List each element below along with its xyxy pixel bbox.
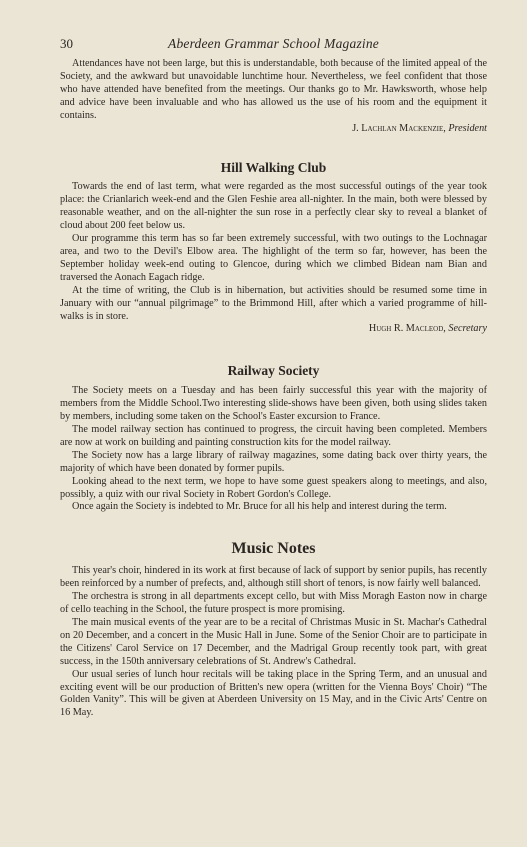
running-title: Aberdeen Grammar School Magazine xyxy=(168,36,379,51)
intro-paragraph: Attendances have not been large, but this is understandable, both because of the limited appeal of the Society, and the awkward but unavoidable lunchtime hour. Nevertheless, we feel confident that those who have attended have benefited from the meetings. Our thanks go to Mr. Hawksworth, whose help and advice have been invaluable and who has allowed us the use of his room and the equipment it contains. xyxy=(60,58,487,121)
railway-paragraph: The model railway section has continued to progress, the circuit having been completed. Members are now at work on building and painting construction kits for the model railway. xyxy=(60,424,487,448)
railway-paragraph: The Society meets on a Tuesday and has been fairly successful this year with the majority of members from the Middle School.Two interesting slide-shows have been given, both using slides taken by members, including some taken on the School's Easter excursion to France. xyxy=(60,385,487,423)
hill-walking-signature xyxy=(60,323,487,336)
hill-walking-paragraph: Towards the end of last term, what were regarded as the most successful outings of the year took place: the Crianlarich week-end and the Glen Feshie area all-nighter. In the main, both were blessed by reasonable weather, and on the all-nighter the sun rose in a perfectly clear sky to reveal a blanket of cloud about 200 feet below us. xyxy=(60,181,487,232)
music-paragraph: Our usual series of lunch hour recitals will be taking place in the Spring Term, and an unusual and exciting event will be our production of Britten's new opera (written for the Vienna Boys' Choir) “The Golden Vanity”. This will be given at Aberdeen University on 15 May, and in the Civic Arts' Centre on 16 May. xyxy=(60,668,487,719)
signature-name: Hugh R. Macleod, xyxy=(368,323,446,335)
intro-signature xyxy=(60,123,487,136)
section-title-hill-walking: Hill Walking Club xyxy=(220,160,327,176)
section-title-music: Music Notes xyxy=(231,540,316,558)
music-section xyxy=(60,539,487,720)
railway-section xyxy=(60,363,487,514)
signature-role: Secretary xyxy=(448,323,487,335)
music-paragraph: The orchestra is strong in all departments except cello, but with Miss Moragh Easton now in charge of cello teaching in the School, the future prospect is more promising. xyxy=(60,591,487,616)
page-header xyxy=(60,36,487,52)
signature-name: J. Lachlan Mackenzie, xyxy=(352,122,446,134)
railway-paragraph: Once again the Society is indebted to Mr. Bruce for all his help and interest during the term. xyxy=(72,501,447,513)
signature-role: President xyxy=(448,122,487,134)
hill-walking-paragraph: At the time of writing, the Club is in hibernation, but activities should be resumed some time in January with our “annual pilgrimage” to the Brimmond Hill, after which a varied programme of hill-walks is in store. xyxy=(60,284,487,322)
section-title-railway: Railway Society xyxy=(227,363,320,379)
music-paragraph: This year's choir, hindered in its work at first because of lack of support by senior pupils, has recently been reinforced by a number of prefects, and, although still short of tenors, is now fairly well balanced. xyxy=(60,565,487,590)
intro-section xyxy=(60,58,487,135)
hill-walking-section xyxy=(60,160,487,336)
railway-paragraph: The Society now has a large library of railway magazines, some dating back over thirty years, the majority of which have been donated by former pupils. xyxy=(60,449,487,474)
page-number: 30 xyxy=(60,36,73,51)
hill-walking-paragraph: Our programme this term has so far been extremely successful, with two outings to the Lochnagar area, and two to the Devil's Elbow area. The highlight of the term so far, however, has been the September holiday week-end outing to Glencoe, during which we climbed Bidean nam Bian and traversed the Aonach Eagach ridge. xyxy=(60,233,487,283)
music-paragraph: The main musical events of the year are to be a recital of Christmas Music in St. Machar's Cathedral on 20 December, and a concert in the Music Hall in June. Some of the Senior Choir are to participate in the Citizens' Carol Service on 17 December, and the Madrigal Group recently took part, with great success, in the 150th anniversary celebrations of St. Andrew's Cathedral. xyxy=(60,617,487,667)
railway-paragraph: Looking ahead to the next term, we hope to have some guest speakers along to meetings, and also, possibly, a quiz with our rival Society in Robert Gordon's College. xyxy=(60,475,487,500)
page-content xyxy=(60,58,487,720)
